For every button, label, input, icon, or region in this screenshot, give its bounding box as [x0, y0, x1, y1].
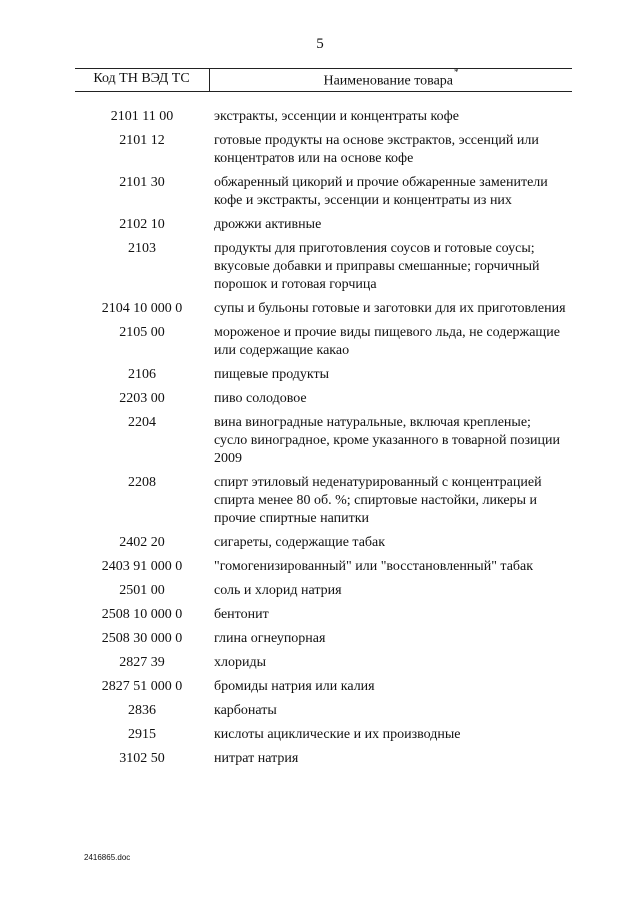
header-code-label: Код ТН ВЭД ТС [93, 71, 190, 86]
row-code: 2102 10 [119, 217, 165, 232]
row-code: 2103 [128, 241, 156, 256]
table-row [75, 300, 572, 318]
table-row [75, 216, 572, 234]
row-name: бромиды натрия или калия [214, 679, 375, 694]
row-code: 2508 30 000 0 [101, 631, 183, 646]
row-name: вина виноградные натуральные, включая крепленые; сусло виноградное, кроме указанного в товарной позиции 2009 [214, 415, 560, 466]
row-name: нитрат натрия [214, 751, 299, 766]
row-code: 2101 11 00 [110, 109, 174, 124]
row-code: 2104 10 000 0 [101, 301, 183, 316]
row-code: 2106 [128, 367, 156, 382]
row-name: пиво солодовое [214, 391, 307, 406]
row-name: сигареты, содержащие табак [214, 535, 386, 550]
row-code: 2402 20 [119, 535, 165, 550]
row-code: 2105 00 [119, 325, 165, 340]
table-row [75, 174, 572, 210]
table-row [75, 678, 572, 696]
table-row [75, 534, 572, 552]
header-name-cell [210, 67, 572, 90]
row-code: 2403 91 000 0 [101, 559, 183, 574]
row-name: глина огнеупорная [214, 631, 326, 646]
row-name: "гомогенизированный" или "восстановленный" табак [214, 559, 534, 574]
row-code: 2827 51 000 0 [101, 679, 183, 694]
table-row [75, 474, 572, 528]
row-code: 3102 50 [119, 751, 165, 766]
table-row [75, 726, 572, 744]
row-code: 2101 12 [119, 133, 165, 148]
row-code: 2508 10 000 0 [101, 607, 183, 622]
row-name: соль и хлорид натрия [214, 583, 342, 598]
table-row [75, 132, 572, 168]
row-name: супы и бульоны готовые и заготовки для их приготовления [214, 301, 566, 316]
footer-filename: 2416865.doc [84, 853, 131, 862]
table-row [75, 558, 572, 576]
header-name-label: Наименование товара [323, 73, 453, 89]
header-name-footnote-mark: * [454, 67, 459, 77]
row-name: кислоты ациклические и их производные [214, 727, 461, 742]
row-code: 2204 [128, 415, 156, 430]
table-row [75, 324, 572, 360]
table-row [75, 390, 572, 408]
table-header [75, 68, 572, 92]
row-name: мороженое и прочие виды пищевого льда, не содержащие или содержащие какао [214, 325, 560, 358]
row-name: спирт этиловый неденатурированный с концентрацией спирта менее 80 об. %; спиртовые настойки, ликеры и прочие спиртные напитки [214, 475, 542, 526]
row-code: 2203 00 [119, 391, 165, 406]
row-code: 2101 30 [119, 175, 165, 190]
table-row [75, 414, 572, 468]
row-code: 2501 00 [119, 583, 165, 598]
table-row [75, 702, 572, 720]
row-name: дрожжи активные [214, 217, 322, 232]
row-name: пищевые продукты [214, 367, 330, 382]
row-name: обжаренный цикорий и прочие обжаренные заменители кофе и экстракты, эссенции и концентраты из них [214, 175, 548, 208]
table-row [75, 606, 572, 624]
table-row [75, 108, 572, 126]
table-row [75, 630, 572, 648]
table-row [75, 750, 572, 768]
row-name: карбонаты [214, 703, 277, 718]
row-name: экстракты, эссенции и концентраты кофе [214, 109, 459, 124]
table-body [75, 108, 572, 774]
row-name: готовые продукты на основе экстрактов, эссенций или концентратов или на основе кофе [214, 133, 539, 166]
table-row [75, 366, 572, 384]
row-name: продукты для приготовления соусов и готовые соусы; вкусовые добавки и приправы смешанные; горчичный порошок и готовая горчица [214, 241, 540, 292]
page-number: 5 [316, 36, 324, 52]
row-code: 2827 39 [119, 655, 165, 670]
table-row [75, 654, 572, 672]
row-code: 2836 [128, 703, 156, 718]
row-code: 2208 [128, 475, 156, 490]
row-name: бентонит [214, 607, 269, 622]
table-row [75, 240, 572, 294]
row-code: 2915 [128, 727, 156, 742]
row-name: хлориды [214, 655, 267, 670]
table-row [75, 582, 572, 600]
